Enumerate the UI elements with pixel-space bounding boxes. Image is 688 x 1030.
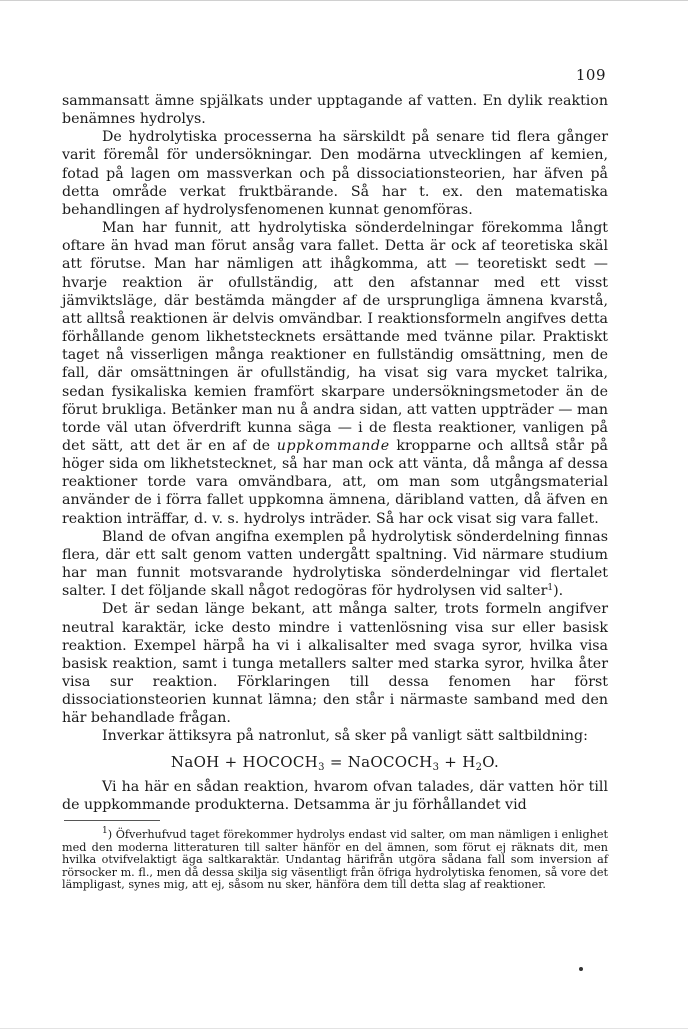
equation-part-3: + H: [439, 752, 476, 771]
book-page: [62, 66, 608, 892]
footnote-body: ) Öfverhufvud taget förekommer hydrolys endast vid salter, om man nämligen i enlighet med den moderna litteraturen till salter hänför en del ämnen, som förut ej räknats dit, men hvilka otvifvelaktigt äga saltkaraktär. Undantag härifrån utgöra sådana fall som inversion af rörsocker m. fl., men då dessa skilja sig väsentligt från öfriga hydrolytiska fenomen, så vore det lämpligast, synes mig, att ej, såsom nu sker, hänföra dem till detta slag af reaktioner.: [62, 827, 608, 892]
paragraph-7: Vi ha här en sådan reaktion, hvarom ofvan talades, där vatten hör till de uppkommande produkterna. Detsamma är ju förhållandet vid: [62, 778, 608, 813]
footnote: [62, 825, 608, 892]
equation-sub-3: 2: [475, 761, 483, 773]
top-edge-rule: [0, 0, 688, 1]
body-text-continued: [62, 778, 608, 814]
paragraph-4: [62, 528, 608, 601]
paragraph-3: [62, 219, 608, 528]
page-number: 109: [575, 66, 606, 84]
bottom-edge-rule: [0, 1028, 688, 1029]
ink-speck: [579, 967, 583, 971]
paragraph-3-text-b: kropparne och alltså står på höger sida om likhetstecknet, så har man ock att vänta, då många af dessa reaktioner torde vara omvändbara, att, om man som utgångsmaterial använder de i förra fallet uppkomna ämnena, däribland vatten, då äfven en reaktion inträffar, d. v. s. hydrolys inträder. Så har ock visat sig vara fallet.: [62, 437, 608, 527]
footnote-text: [62, 825, 608, 892]
paragraph-4-text-b: ).: [553, 583, 564, 600]
body-text: [62, 92, 608, 746]
equation-part-1: NaOH + HOCOCH: [170, 752, 319, 771]
equation-part-4: O.: [482, 752, 500, 771]
equation-sub-2: 3: [432, 761, 440, 773]
paragraph-5: Det är sedan länge bekant, att många salter, trots formeln angifver neutral karaktär, icke desto mindre i vattenlösning visa sur eller basisk reaktion. Exempel härpå ha vi i alkalisalter med svaga syror, hvilka visa basisk reaktion, samt i tunga metallers salter med starka syror, hvilka åter visa sur reaktion. Förklaringen till dessa fenomen har först dissociationsteorien kunnat lämna; den står i närmaste samband med den här behandlade frågan.: [62, 601, 608, 727]
equation-part-2: = NaOCOCH: [324, 752, 433, 771]
paragraph-2: De hydrolytiska processerna ha särskildt på senare tid flera gånger varit föremål för undersökningar. Den modärna utvecklingen af kemien, fotad på lagen om massverkan och på dissociationsteorien, har äfven på detta område verkat fruktbärande. Så har t. ex. den matematiska behandlingen af hydrolysfenomenen kunnat genomföras.: [62, 129, 608, 218]
paragraph-4-text-a: Bland de ofvan angifna exemplen på hydrolytisk sönderdelning finnas flera, där ett salt genom vatten undergått spaltning. Vid närmare studium har man funnit motsvarande hydrolytiska sönderdelningar vid flertalet salter. I det följande skall något redogöras för hydrolysen vid salter: [62, 528, 608, 600]
paragraph-3-emphasis: uppkommande: [276, 437, 390, 454]
equation-sub-1: 3: [318, 761, 325, 773]
footnote-divider: [64, 820, 160, 821]
chemical-equation: [62, 752, 608, 772]
footnote-marker: 1: [102, 825, 108, 836]
footnote-reference: 1: [547, 583, 554, 594]
paragraph-1: sammansatt ämne spjälkats under upptagande af vatten. En dylik reaktion benämnes hydrolys.: [62, 93, 608, 128]
paragraph-6: Inverkar ättiksyra på natronlut, så sker på vanligt sätt saltbildning:: [102, 728, 588, 745]
paragraph-3-text-a: Man har funnit, att hydrolytiska sönderdelningar förekomma långt oftare än hvad man förut ansåg vara fallet. Detta är ock af teoretiska skäl att förutse. Man har nämligen att ihågkomma, att — teoretiskt sedt — hvarje reaktion är ofullständig, att den afstannar med ett visst jämviktsläge, där bestämda mängder af de ursprungliga ämnena kvarstå, att alltså reaktionen är delvis omvändbar. I reaktionsformeln angifves detta förhållande genom likhetstecknets ersättande med tvänne pilar. Praktiskt taget nå visserligen många reaktioner en fullständig omsättning, men de fall, där omsättningen är ofullständig, ha visat sig vara mycket talrika, sedan fysikaliska kemien framfört skarpare undersökningsmetoder än de förut brukliga. Betänker man nu å andra sidan, att vatten uppträder — man torde väl utan öfverdrift kunna säga — i de flesta reaktioner, vanligen på det sätt, att det är en af de: [62, 220, 608, 454]
